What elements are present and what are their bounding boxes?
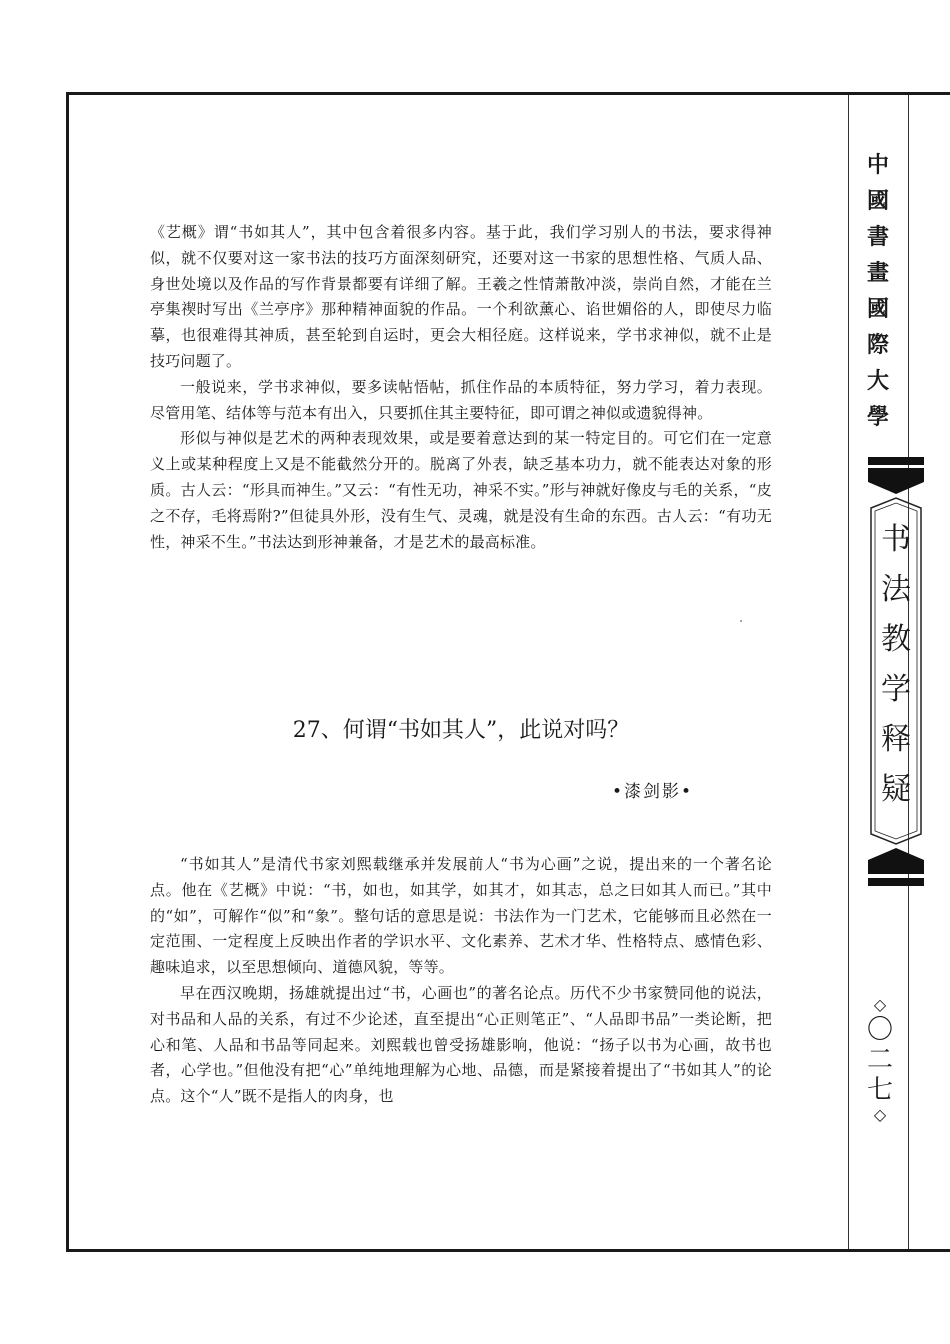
cartouche-top-bar — [868, 457, 924, 465]
page-number-vertical — [860, 995, 900, 1125]
paragraph: 一般说来，学书求神似，要多读帖悟帖，抓住作品的本质特征，努力学习，着力表现。尽管用笔、结体等与范本有出入，只要抓住其主要特征，即可谓之神似或遗貌得神。 — [150, 377, 772, 422]
author-byline: •漆剑影• — [612, 782, 694, 802]
paragraph: “书如其人”是清代书家刘熙载继承并发展前人“书为心画”之说，提出来的一个著名论点。他在《艺概》中说：“书，如也，如其学，如其才，如其志，总之曰如其人而已。”其中的“如”，可解作“似”和“象”。整句话的意思是说：书法作为一门艺术，它能够而且必然在一定范围、一定程度上反映出作者的学识水平、文化素养、艺术才华、性格特点、感情色彩、趣味追求，以至思想倾向、道德风貌，等等。 — [150, 855, 772, 977]
school-name-char: 學 — [866, 405, 889, 430]
diamond-icon: ◇ — [873, 1105, 887, 1124]
cartouche-bottom-bar — [868, 878, 924, 886]
book-title-char: 法 — [881, 572, 911, 607]
page-frame-left — [66, 92, 69, 1252]
book-title-char: 释 — [881, 722, 911, 757]
school-name-char: 大 — [866, 369, 889, 394]
diamond-icon: ◇ — [873, 995, 887, 1014]
book-title-char: 疑 — [881, 772, 911, 807]
section2-body — [150, 852, 772, 1110]
school-name-char: 國 — [866, 189, 889, 214]
page-frame-bottom — [66, 1249, 950, 1252]
page-number-char: 七 — [866, 1075, 893, 1105]
school-name-char: 國 — [866, 297, 889, 322]
book-title-char: 书 — [881, 522, 911, 557]
school-name-vertical — [858, 150, 898, 438]
page-frame-top — [66, 92, 950, 95]
school-name-char: 書 — [866, 225, 889, 250]
cartouche-top-chevron — [868, 468, 924, 494]
section-heading: 27、何谓“书如其人”，此说对吗？ — [292, 718, 630, 743]
book-title-vertical — [870, 520, 922, 820]
page-number-char: 二 — [866, 1045, 893, 1075]
page-number-char: 〇 — [866, 1015, 893, 1045]
book-title-char: 教 — [881, 622, 911, 657]
paragraph: 形似与神似是艺术的两种表现效果，或是要着意达到的某一特定目的。可它们在一定意义上或某种程度上又是不能截然分开的。脱离了外表，缺乏基本功力，就不能表达对象的形质。古人云：“形具而神生。”又云：“有性无功，神采不实。”形与神就好像皮与毛的关系，“皮之不存，毛将焉附?”但徒具外形，没有生气、灵魂，就是没有生命的东西。古人云：“有功无性，神采不生。”书法达到形神兼备，才是艺术的最高标准。 — [150, 429, 772, 551]
school-name-char: 際 — [866, 333, 889, 358]
school-name-char: 中 — [866, 153, 889, 178]
sidebar-divider-left — [848, 95, 849, 1249]
cartouche-bottom-chevron — [868, 848, 924, 874]
school-name-char: 畫 — [866, 261, 889, 286]
book-title-char: 学 — [881, 672, 911, 707]
paragraph: 早在西汉晚期，扬雄就提出过“书，心画也”的著名论点。历代不少书家赞同他的说法，对书品和人品的关系，有过不少论述，直至提出“心正则笔正”、“人品即书品”一类论断，把心和笔、人品和书品等同起来。刘熙载也曾受扬雄影响，他说：“扬子以书为心画，故书也者，心学也。”但他没有把“心”单纯地理解为心地、品德，而是紧接着提出了“书如其人”的论点。这个“人”既不是指人的肉身，也 — [150, 983, 772, 1106]
paragraph: 《艺概》谓“书如其人”，其中包含着很多内容。基于此，我们学习别人的书法，要求得神似，就不仅要对这一家书法的技巧方面深刻研究，还要对这一书家的思想性格、气质人品、身世处境以及作品的写作背景都要有详细了解。王羲之性情萧散冲淡，崇尚自然，才能在兰亭集禊时写出《兰亭序》那种精神面貌的作品。一个利欲薰心、谄世媚俗的人，即使尽力临摹，也很难得其神质，甚至轮到自运时，更会大相径庭。这样说来，学书求神似，就不止是技巧问题了。 — [150, 223, 772, 370]
section1-body — [150, 220, 772, 555]
scan-speck — [740, 620, 742, 622]
